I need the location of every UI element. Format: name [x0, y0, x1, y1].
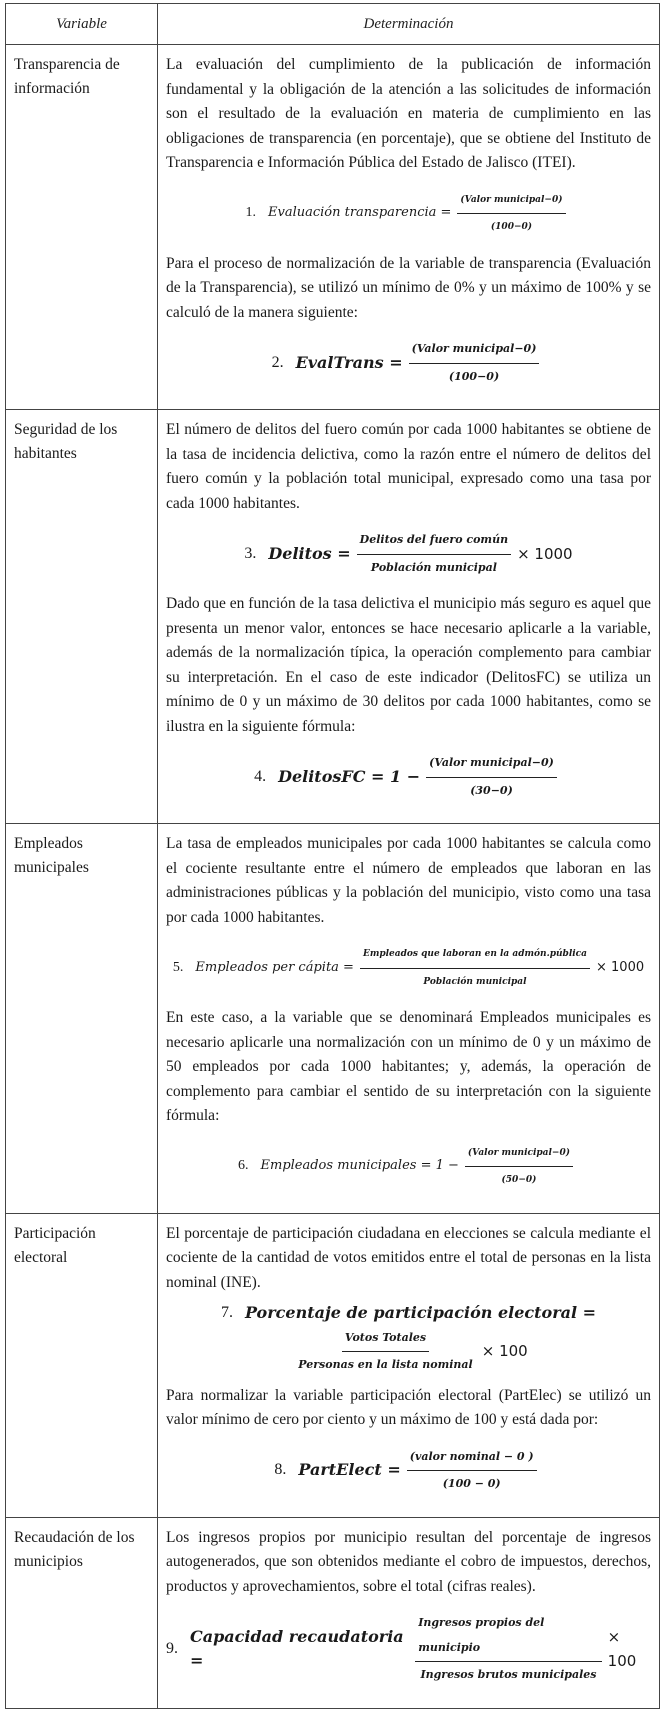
formula-number: 3. [244, 544, 257, 562]
formula-number: 7. [220, 1304, 233, 1321]
header-variable: Variable [6, 4, 158, 45]
formula [166, 942, 651, 994]
paragraph: El porcentaje de participación ciudadana en elecciones se calcula mediante el cociente de la cantidad de votos emitidos entre el total de personas en la lista nominal (INE). [166, 1224, 651, 1291]
fraction-denominator: Población municipal [423, 976, 527, 987]
paragraph: El número de delitos del fuero común por cada 1000 habitantes se obtiene de la tasa de incidencia delictiva, como la razón entre el número de delitos del fuero común y la población total municipal, expresado como una tasa por cada 1000 habitantes. [166, 421, 651, 512]
fraction [415, 1611, 601, 1688]
determination-cell [158, 45, 660, 410]
fraction-denominator: (100−0) [490, 222, 533, 232]
paragraph: Para normalizar la variable participación electoral (PartElec) se utilizó un valor mínimo de cero por ciento y un máximo de 100 y está dada por: [166, 1386, 651, 1428]
fraction-numerator: (Valor municipal−0) [409, 337, 540, 364]
formula-number: 8. [274, 1461, 287, 1479]
fraction-numerator: (Valor municipal−0) [457, 188, 565, 215]
formula [166, 1445, 651, 1497]
table-body [6, 45, 660, 1709]
paragraph: En este caso, a la variable que se denominará Empleados municipales es necesario aplicarle una normalización con un mínimo de 0 y un máximo de 50 empleados por cada 1000 habitantes; y, además, la operación de complemento para cambiar el sentido de su interpretación con la siguiente fórmula: [166, 1009, 651, 1124]
formula [166, 528, 651, 580]
table-row [6, 1517, 660, 1708]
fraction [426, 751, 557, 803]
header-determination: Determinación [158, 4, 660, 45]
formula-number: 5. [172, 959, 184, 975]
fraction [360, 942, 590, 994]
formula-suffix: × 100 [607, 1627, 637, 1671]
formula-number: 4. [254, 767, 267, 785]
fraction [457, 188, 565, 240]
determination-cell [158, 1213, 660, 1517]
formula-lhs: Empleados per cápita = [195, 959, 354, 975]
paragraph: Dado que en función de la tasa delictiva el municipio más seguro es aquel que presenta un menor valor, entonces se hace necesario aplicarle a la variable, además de la normalización típica, la operación complemento para cambiar su interpretación. En el caso de este indicador (DelitosFC) se utiliza un mínimo de 0 y un máximo de 30 delitos por cada 1000 habitantes, como se ilustra en la siguiente fórmula: [166, 595, 651, 735]
formula-suffix: × 1000 [596, 959, 645, 975]
formula-number: 6. [238, 1158, 249, 1174]
formula-lhs: Evaluación transparencia = [267, 205, 452, 221]
variables-table [5, 3, 660, 1709]
formula [166, 751, 651, 803]
formula-lhs: Porcentaje de participación electoral = [244, 1303, 597, 1322]
fraction [295, 1326, 475, 1378]
fraction-denominator: Personas en la lista nominal [298, 1358, 473, 1371]
fraction [465, 1141, 573, 1193]
fraction-denominator: Población municipal [370, 560, 497, 574]
formula [166, 1301, 651, 1378]
formula-lhs: PartElect = [298, 1460, 401, 1480]
fraction-numerator: (Valor municipal−0) [465, 1141, 573, 1168]
paragraph: La tasa de empleados municipales por cada 1000 habitantes se calcula como el cociente resultante entre el número de empleados que laboran en las administraciones públicas y la población del municipio, visto como una tasa por cada 1000 habitantes. [166, 835, 651, 926]
formula-lhs: DelitosFC = 1 − [278, 766, 421, 786]
header-row [6, 4, 660, 45]
fraction-denominator: (100−0) [448, 369, 500, 383]
determination-cell [158, 1517, 660, 1708]
paragraph: Para el proceso de normalización de la variable de transparencia (Evaluación de la Transparencia), se utilizó un mínimo de 0% y un máximo de 100% y se calculó de la manera siguiente: [166, 254, 651, 321]
fraction [409, 337, 540, 389]
formula-suffix: × 1000 [517, 544, 573, 563]
fraction-denominator: Ingresos brutos municipales [420, 1668, 597, 1681]
paragraph: Los ingresos propios por municipio resultan del porcentaje de ingresos autogenerados, que son obtenidos mediante el cobro de impuestos, derechos, productos y aprovechamientos, sobre el total (cifras reales). [166, 1528, 651, 1595]
fraction-numerator: (Valor municipal−0) [426, 751, 557, 778]
formula-lhs: Capacidad recaudatoria = [190, 1626, 404, 1671]
fraction-numerator: Ingresos propios del municipio [415, 1611, 601, 1662]
fraction [407, 1445, 537, 1497]
fraction-denominator: (100 − 0) [442, 1477, 501, 1490]
formula-lhs: EvalTrans = [295, 352, 403, 372]
variable-cell: Participación electoral [6, 1213, 158, 1517]
formula [166, 1141, 651, 1193]
formula-lhs: Delitos = [268, 543, 351, 563]
fraction-numerator: Votos Totales [342, 1326, 429, 1353]
determination-cell [158, 824, 660, 1214]
table-row [6, 1213, 660, 1517]
formula [166, 337, 651, 389]
variable-cell: Seguridad de los habitantes [6, 410, 158, 824]
determination-cell [158, 410, 660, 824]
fraction-denominator: (30−0) [470, 783, 513, 797]
variable-cell: Transparencia de información [6, 45, 158, 410]
fraction-numerator: (valor nominal − 0 ) [407, 1445, 537, 1472]
fraction-numerator: Delitos del fuero común [357, 528, 511, 555]
variable-cell: Empleados municipales [6, 824, 158, 1214]
variable-cell: Recaudación de los municipios [6, 1517, 158, 1708]
formula-line [289, 1326, 527, 1378]
fraction [357, 528, 511, 580]
formula [166, 1611, 651, 1688]
formula [166, 188, 651, 240]
table-row [6, 45, 660, 410]
formula-number: 1. [245, 205, 256, 221]
fraction-numerator: Empleados que laboran en la admón.pública [360, 942, 590, 969]
table-row [6, 824, 660, 1214]
formula-lhs: Empleados municipales = 1 − [260, 1158, 459, 1174]
table-row [6, 410, 660, 824]
formula-line [221, 1301, 596, 1326]
formula-number: 9. [166, 1640, 178, 1657]
formula-number: 2. [271, 353, 284, 371]
paragraph: La evaluación del cumplimiento de la publicación de información fundamental y la obligación de la atención a las solicitudes de información son el resultado de la evaluación en materia de cumplimiento en las obligaciones de transparencia (en porcentaje), que se obtiene del Instituto de Transparencia e Información Pública del Estado de Jalisco (ITEI). [166, 56, 651, 171]
fraction-denominator: (50−0) [501, 1175, 537, 1185]
formula-suffix: × 100 [481, 1342, 528, 1361]
